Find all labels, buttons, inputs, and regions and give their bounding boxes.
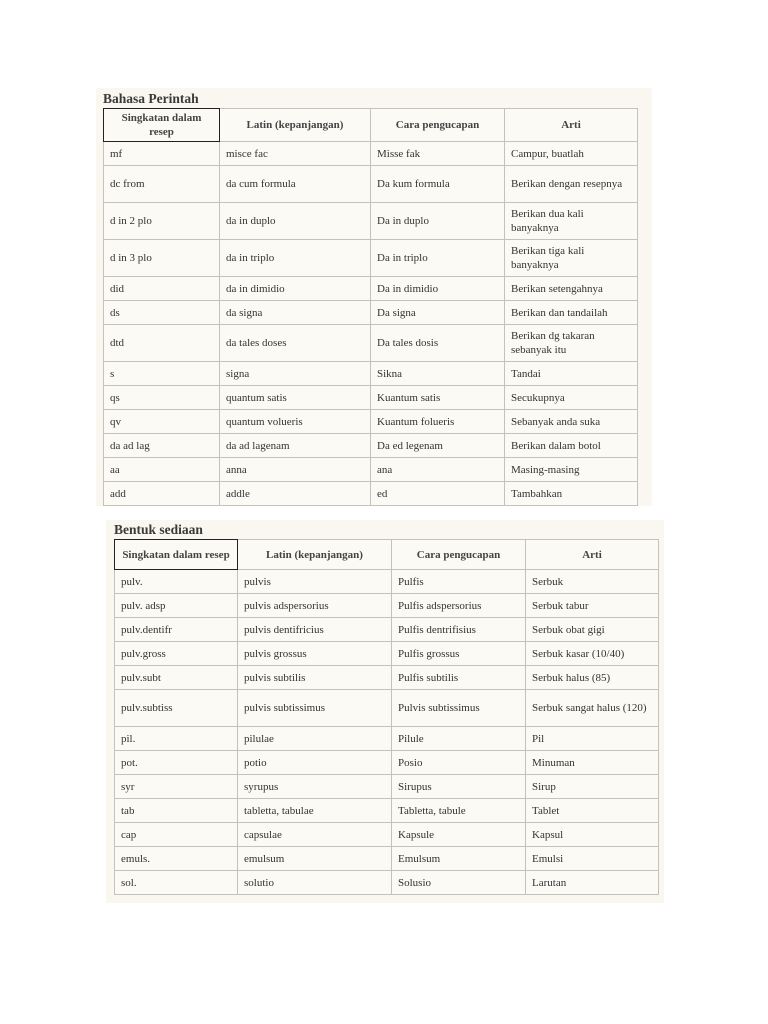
table-row — [115, 871, 659, 895]
cell-cara-pengucapan: Pulfis dentrifisius — [392, 618, 526, 642]
table-row — [104, 482, 638, 506]
cell-latin: syrupus — [238, 775, 392, 799]
cell-arti: Berikan dalam botol — [505, 434, 638, 458]
table-row — [104, 386, 638, 410]
cell-arti: Serbuk sangat halus (120) — [526, 690, 659, 727]
cell-latin: da signa — [220, 301, 371, 325]
cell-cara-pengucapan: Kuantum folueris — [371, 410, 505, 434]
table-body — [104, 142, 638, 506]
cell-cara-pengucapan: Pulfis adspersorius — [392, 594, 526, 618]
cell-arti: Serbuk tabur — [526, 594, 659, 618]
cell-cara-pengucapan: Da kum formula — [371, 166, 505, 203]
table-row — [115, 618, 659, 642]
table-row — [104, 277, 638, 301]
cell-cara-pengucapan: Da signa — [371, 301, 505, 325]
cell-singkatan: aa — [104, 458, 220, 482]
cell-cara-pengucapan: Tabletta, tabule — [392, 799, 526, 823]
cell-latin: da in triplo — [220, 240, 371, 277]
cell-singkatan: tab — [115, 799, 238, 823]
cell-cara-pengucapan: Sirupus — [392, 775, 526, 799]
table-header-row — [104, 109, 638, 142]
cell-arti: Berikan tiga kali banyaknya — [505, 240, 638, 277]
cell-cara-pengucapan: Da in triplo — [371, 240, 505, 277]
cell-cara-pengucapan: Kuantum satis — [371, 386, 505, 410]
cell-latin: tabletta, tabulae — [238, 799, 392, 823]
cell-cara-pengucapan: ed — [371, 482, 505, 506]
table-row — [115, 594, 659, 618]
cell-cara-pengucapan: Sikna — [371, 362, 505, 386]
table-row — [115, 570, 659, 594]
cell-singkatan: d in 3 plo — [104, 240, 220, 277]
cell-arti: Secukupnya — [505, 386, 638, 410]
cell-latin: solutio — [238, 871, 392, 895]
cell-cara-pengucapan: Da ed legenam — [371, 434, 505, 458]
cell-singkatan: dtd — [104, 325, 220, 362]
cell-arti: Pil — [526, 727, 659, 751]
header-singkatan: Singkatan dalam resep — [104, 109, 220, 142]
cell-arti: Tandai — [505, 362, 638, 386]
bahasa-perintah-table — [103, 108, 638, 506]
table-row — [115, 847, 659, 871]
cell-cara-pengucapan: Da in duplo — [371, 203, 505, 240]
table-row — [104, 203, 638, 240]
header-cara-pengucapan: Cara pengucapan — [392, 540, 526, 570]
cell-arti: Masing-masing — [505, 458, 638, 482]
cell-cara-pengucapan: Pilule — [392, 727, 526, 751]
header-arti: Arti — [526, 540, 659, 570]
cell-arti: Tambahkan — [505, 482, 638, 506]
cell-arti: Campur, buatlah — [505, 142, 638, 166]
cell-latin: misce fac — [220, 142, 371, 166]
cell-cara-pengucapan: Pulvis subtissimus — [392, 690, 526, 727]
cell-singkatan: da ad lag — [104, 434, 220, 458]
cell-arti: Sirup — [526, 775, 659, 799]
table-row — [115, 727, 659, 751]
cell-singkatan: qs — [104, 386, 220, 410]
cell-cara-pengucapan: Pulfis subtilis — [392, 666, 526, 690]
cell-arti: Larutan — [526, 871, 659, 895]
cell-latin: da tales doses — [220, 325, 371, 362]
cell-singkatan: pulv.subtiss — [115, 690, 238, 727]
cell-singkatan: d in 2 plo — [104, 203, 220, 240]
bahasa-perintah-panel — [96, 88, 652, 506]
cell-singkatan: mf — [104, 142, 220, 166]
cell-singkatan: emuls. — [115, 847, 238, 871]
cell-cara-pengucapan: Solusio — [392, 871, 526, 895]
table-row — [104, 142, 638, 166]
cell-latin: potio — [238, 751, 392, 775]
cell-arti: Berikan dengan resepnya — [505, 166, 638, 203]
bentuk-sediaan-panel — [106, 520, 664, 903]
cell-cara-pengucapan: Misse fak — [371, 142, 505, 166]
cell-singkatan: pulv.subt — [115, 666, 238, 690]
cell-arti: Berikan dan tandailah — [505, 301, 638, 325]
cell-latin: pulvis — [238, 570, 392, 594]
table-row — [104, 325, 638, 362]
cell-singkatan: qv — [104, 410, 220, 434]
table-row — [115, 775, 659, 799]
cell-singkatan: s — [104, 362, 220, 386]
table-row — [115, 666, 659, 690]
cell-arti: Berikan dua kali banyaknya — [505, 203, 638, 240]
cell-latin: pulvis subtilis — [238, 666, 392, 690]
cell-arti: Berikan dg takaran sebanyak itu — [505, 325, 638, 362]
cell-latin: capsulae — [238, 823, 392, 847]
table-row — [104, 301, 638, 325]
cell-latin: quantum volueris — [220, 410, 371, 434]
cell-singkatan: pulv. — [115, 570, 238, 594]
cell-latin: anna — [220, 458, 371, 482]
cell-cara-pengucapan: Da in dimidio — [371, 277, 505, 301]
table-row — [115, 823, 659, 847]
section-title-bentuk-sediaan: Bentuk sediaan — [114, 522, 203, 537]
header-cara-pengucapan: Cara pengucapan — [371, 109, 505, 142]
cell-singkatan: sol. — [115, 871, 238, 895]
table-row — [115, 799, 659, 823]
table-row — [104, 434, 638, 458]
table-row — [104, 458, 638, 482]
cell-arti: Sebanyak anda suka — [505, 410, 638, 434]
cell-singkatan: cap — [115, 823, 238, 847]
cell-latin: da ad lagenam — [220, 434, 371, 458]
cell-arti: Kapsul — [526, 823, 659, 847]
cell-latin: pilulae — [238, 727, 392, 751]
cell-arti: Serbuk obat gigi — [526, 618, 659, 642]
cell-latin: addle — [220, 482, 371, 506]
cell-latin: signa — [220, 362, 371, 386]
cell-singkatan: dc from — [104, 166, 220, 203]
cell-latin: pulvis grossus — [238, 642, 392, 666]
header-arti: Arti — [505, 109, 638, 142]
cell-cara-pengucapan: Posio — [392, 751, 526, 775]
cell-latin: quantum satis — [220, 386, 371, 410]
header-latin: Latin (kepanjangan) — [220, 109, 371, 142]
table-header-row — [115, 540, 659, 570]
cell-cara-pengucapan: Emulsum — [392, 847, 526, 871]
cell-cara-pengucapan: Pulfis — [392, 570, 526, 594]
section-title-bahasa-perintah: Bahasa Perintah — [103, 91, 199, 106]
header-latin: Latin (kepanjangan) — [238, 540, 392, 570]
cell-singkatan: syr — [115, 775, 238, 799]
cell-cara-pengucapan: Da tales dosis — [371, 325, 505, 362]
table-row — [115, 690, 659, 727]
cell-singkatan: pulv.gross — [115, 642, 238, 666]
bentuk-sediaan-table — [114, 539, 659, 895]
cell-arti: Emulsi — [526, 847, 659, 871]
table-row — [115, 642, 659, 666]
cell-latin: da in duplo — [220, 203, 371, 240]
cell-arti: Tablet — [526, 799, 659, 823]
header-singkatan: Singkatan dalam resep — [115, 540, 238, 570]
table-body — [115, 570, 659, 895]
cell-singkatan: add — [104, 482, 220, 506]
cell-singkatan: pulv. adsp — [115, 594, 238, 618]
cell-latin: pulvis adspersorius — [238, 594, 392, 618]
cell-latin: pulvis dentifricius — [238, 618, 392, 642]
cell-latin: da cum formula — [220, 166, 371, 203]
cell-singkatan: pulv.dentifr — [115, 618, 238, 642]
cell-singkatan: pil. — [115, 727, 238, 751]
cell-arti: Serbuk kasar (10/40) — [526, 642, 659, 666]
table-row — [104, 240, 638, 277]
cell-arti: Serbuk — [526, 570, 659, 594]
cell-singkatan: ds — [104, 301, 220, 325]
cell-cara-pengucapan: Pulfis grossus — [392, 642, 526, 666]
cell-singkatan: did — [104, 277, 220, 301]
cell-latin: da in dimidio — [220, 277, 371, 301]
cell-latin: pulvis subtissimus — [238, 690, 392, 727]
cell-singkatan: pot. — [115, 751, 238, 775]
table-row — [115, 751, 659, 775]
cell-cara-pengucapan: Kapsule — [392, 823, 526, 847]
table-row — [104, 362, 638, 386]
cell-cara-pengucapan: ana — [371, 458, 505, 482]
cell-arti: Berikan setengahnya — [505, 277, 638, 301]
cell-arti: Minuman — [526, 751, 659, 775]
cell-latin: emulsum — [238, 847, 392, 871]
table-row — [104, 166, 638, 203]
cell-arti: Serbuk halus (85) — [526, 666, 659, 690]
table-row — [104, 410, 638, 434]
